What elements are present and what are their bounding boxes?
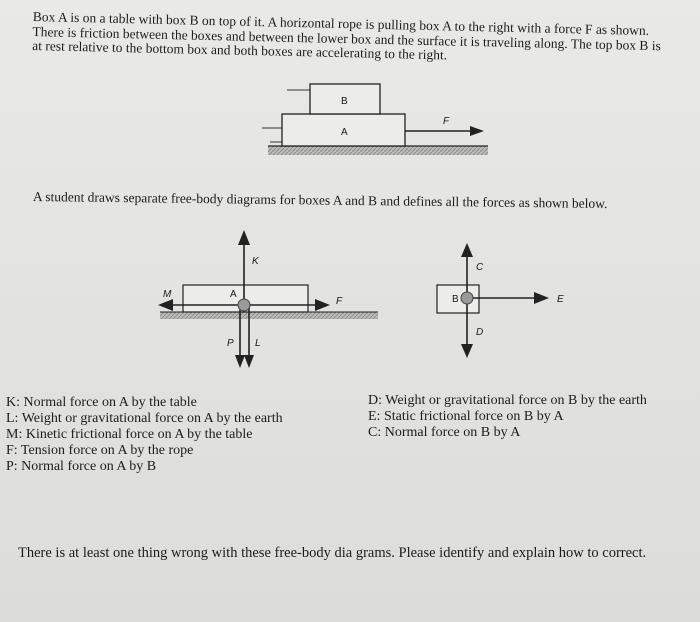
- fbd-b-arrow-c: [461, 243, 473, 257]
- force-f-label: F: [443, 116, 450, 127]
- definition-k: K: Normal force on A by the table: [6, 395, 197, 410]
- definitions-left: [6, 395, 283, 475]
- fbd-a-label-k: K: [252, 256, 259, 267]
- fbd-b-label-c: C: [476, 262, 484, 273]
- fbd-b-arrow-e: [534, 292, 549, 304]
- definition-e: E: Static frictional force on B by A: [368, 409, 564, 424]
- definition-l: L: Weight or gravitational force on A by the earth: [6, 411, 283, 426]
- definition-c: C: Normal force on B by A: [368, 425, 521, 440]
- fbd-b-label-e: E: [557, 294, 564, 305]
- fbd-b-arrow-d: [461, 344, 473, 358]
- definitions-right: [368, 393, 647, 441]
- fbd-a-label-l: L: [255, 338, 261, 349]
- fbd-b-center-dot: [461, 292, 473, 304]
- fbd-a-label-f: F: [336, 296, 343, 307]
- question-prompt: There is at least one thing wrong with these free-body dia grams. Please identify and explain how to correct.: [18, 545, 647, 561]
- definition-f: F: Tension force on A by the rope: [6, 443, 194, 458]
- problem-statement: Box A is on a table with box B on top of it. A horizontal rope is pulling box A to the right with a force F as shown. There is friction between the boxes and between the lower box and the surface it is traveling along. The top box B is at rest relative to the bottom box and both boxes are accelerating to the right.: [32, 9, 661, 63]
- box-a-label: A: [341, 127, 348, 138]
- definition-m: M: Kinetic frictional force on A by the table: [6, 427, 253, 442]
- student-description: A student draws separate free-body diagrams for boxes A and B and defines all the forces as shown below.: [32, 189, 608, 212]
- fbd-a-label-p: P: [227, 338, 234, 349]
- definition-d: D: Weight or gravitational force on B by the earth: [368, 393, 647, 408]
- fbd-b-box-label: B: [452, 294, 459, 305]
- fbd-b-label-d: D: [476, 327, 484, 338]
- definition-p: P: Normal force on A by B: [6, 459, 157, 474]
- box-b-label: B: [341, 96, 348, 107]
- fbd-a-box-label: A: [230, 289, 237, 300]
- fbd-a-label-m: M: [163, 289, 172, 300]
